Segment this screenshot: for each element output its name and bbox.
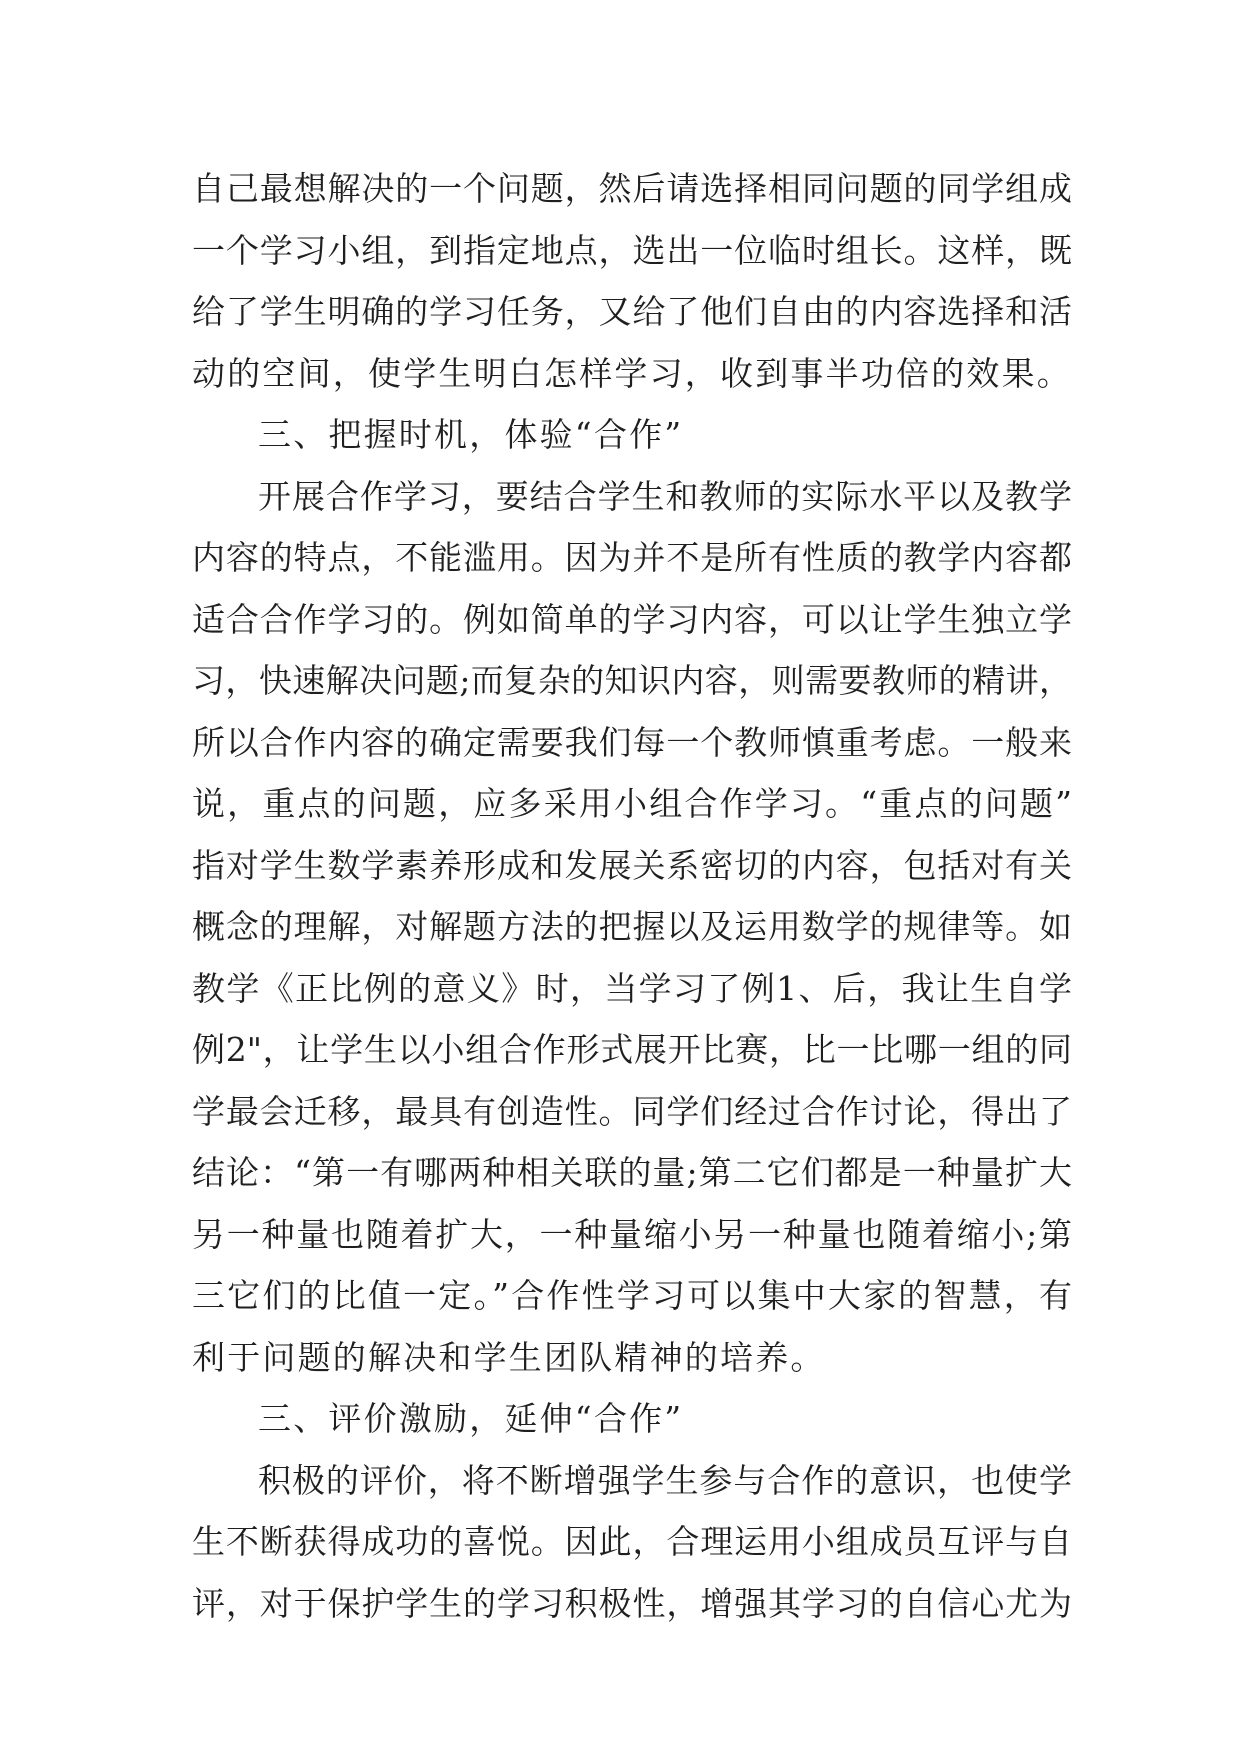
body-text: [192, 158, 1072, 1634]
text-line: 结论：“第一有哪两种相关联的量;第二它们都是一种量扩大: [192, 1153, 1072, 1192]
text-line: 给了学生明确的学习任务，又给了他们自由的内容选择和活: [192, 292, 1072, 331]
text-line: 学最会迁移，最具有创造性。同学们经过合作讨论，得出了: [192, 1091, 1072, 1131]
text-line: 例2"，让学生以小组合作形式展开比赛，比一比哪一组的同: [192, 1030, 1072, 1069]
text-line: 动的空间，使学生明白怎样学习，收到事半功倍的效果。: [192, 353, 1072, 393]
text-line: 所以合作内容的确定需要我们每一个教师慎重考虑。一般来: [192, 722, 1072, 762]
section-heading: 三、评价激励，延伸“合作”: [258, 1399, 684, 1438]
text-line: 生不断获得成功的喜悦。因此，合理运用小组成员互评与自: [192, 1522, 1072, 1561]
text-line: 开展合作学习，要结合学生和教师的实际水平以及教学: [258, 476, 1072, 516]
section-heading: 三、把握时机，体验“合作”: [258, 415, 684, 454]
text-line: 另一种量也随着扩大，一种量缩小另一种量也随着缩小;第: [192, 1214, 1072, 1254]
text-line: 习，快速解决问题;而复杂的知识内容，则需要教师的精讲，: [192, 661, 1072, 700]
text-line: 自己最想解决的一个问题，然后请选择相同问题的同学组成: [192, 169, 1072, 208]
text-line: 内容的特点，不能滥用。因为并不是所有性质的教学内容都: [192, 538, 1072, 577]
text-line: 一个学习小组，到指定地点，选出一位临时组长。这样，既: [192, 230, 1072, 270]
text-line: 评，对于保护学生的学习积极性，增强其学习的自信心尤为: [192, 1583, 1072, 1623]
text-line: 适合合作学习的。例如简单的学习内容，可以让学生独立学: [192, 599, 1072, 639]
text-line: 概念的理解，对解题方法的把握以及运用数学的规律等。如: [192, 907, 1072, 946]
text-line: 指对学生数学素养形成和发展关系密切的内容，包括对有关: [192, 845, 1072, 885]
text-line: 利于问题的解决和学生团队精神的培养。: [192, 1337, 826, 1377]
text-line: 说，重点的问题，应多采用小组合作学习。“重点的问题”: [192, 784, 1072, 823]
text-line: 教学《正比例的意义》时，当学习了例1、后，我让生自学: [192, 968, 1072, 1008]
text-line: 三它们的比值一定。”合作性学习可以集中大家的智慧，有: [192, 1276, 1072, 1315]
text-line: 积极的评价，将不断增强学生参与合作的意识，也使学: [258, 1460, 1072, 1500]
